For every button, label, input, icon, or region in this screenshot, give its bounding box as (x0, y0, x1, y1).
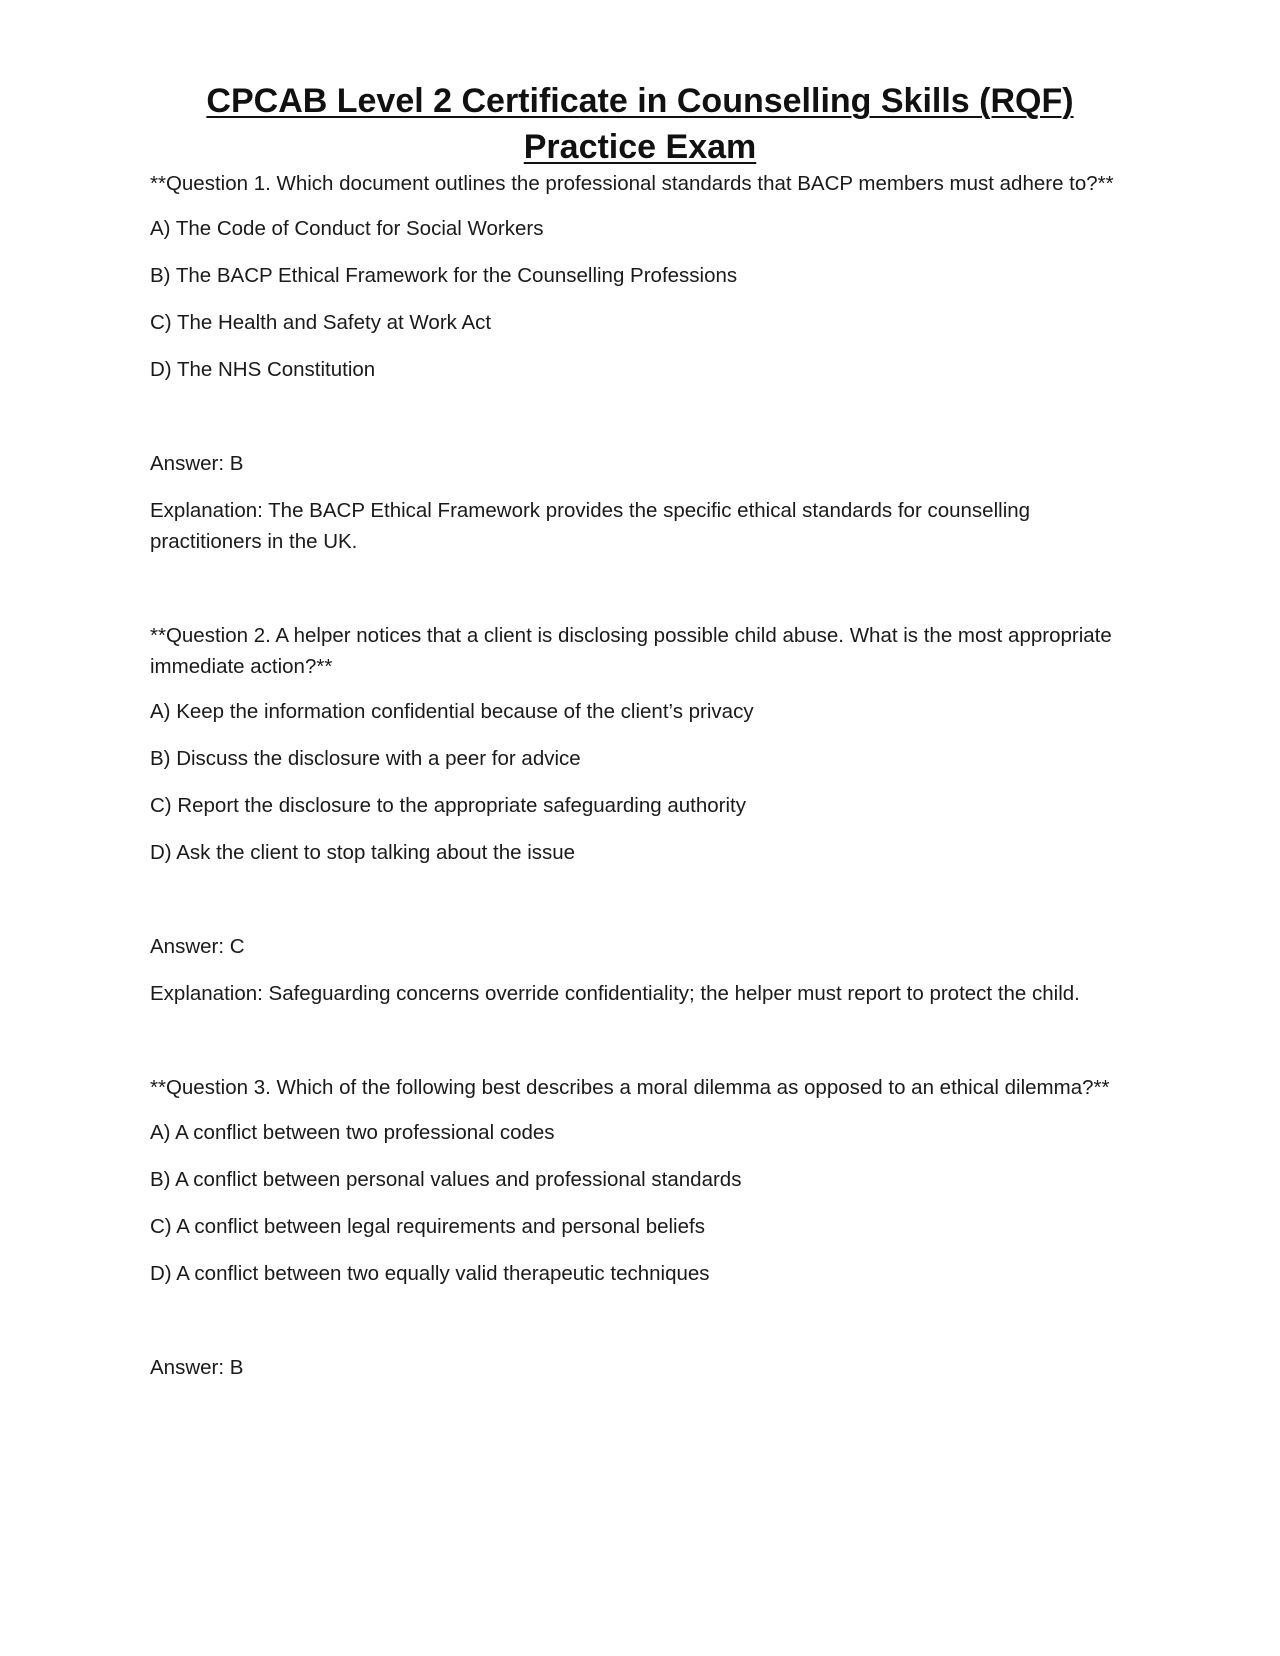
option-a: A) The Code of Conduct for Social Workers (150, 217, 544, 240)
option-a: A) Keep the information confidential because of the client’s privacy (150, 700, 754, 723)
option-a: A) A conflict between two professional codes (150, 1121, 555, 1144)
option-d: D) Ask the client to stop talking about the issue (150, 841, 576, 864)
explanation-text: Explanation: Safeguarding concerns override confidentiality; the helper must report to protect the child. (150, 982, 1080, 1005)
answer-text: Answer: C (150, 935, 245, 958)
option-c: C) The Health and Safety at Work Act (150, 311, 492, 334)
question-block-2 (150, 620, 1140, 1009)
option-c: C) A conflict between legal requirements and personal beliefs (150, 1215, 705, 1238)
explanation-text: Explanation: The BACP Ethical Framework provides the specific ethical standards for counselling practitioners in the UK. (150, 499, 1031, 553)
question-text: **Question 1. Which document outlines the professional standards that BACP members must adhere to?** (150, 172, 1114, 195)
option-d: D) A conflict between two equally valid therapeutic techniques (150, 1262, 710, 1285)
answer-text: Answer: B (150, 452, 244, 475)
option-d: D) The NHS Constitution (150, 358, 376, 381)
page-title: CPCAB Level 2 Certificate in Counselling Skills (RQF) Practice Exam (206, 82, 1074, 166)
document-content (150, 168, 1140, 1399)
question-text: **Question 2. A helper notices that a client is disclosing possible child abuse. What is the most appropriate immediate action?** (150, 624, 1112, 678)
option-b: B) Discuss the disclosure with a peer for advice (150, 747, 581, 770)
question-block-3 (150, 1072, 1140, 1383)
answer-text: Answer: B (150, 1356, 244, 1379)
option-b: B) A conflict between personal values and professional standards (150, 1168, 742, 1191)
option-c: C) Report the disclosure to the appropriate safeguarding authority (150, 794, 746, 817)
question-text: **Question 3. Which of the following best describes a moral dilemma as opposed to an ethical dilemma?** (150, 1076, 1110, 1099)
question-block-1 (150, 168, 1140, 557)
option-b: B) The BACP Ethical Framework for the Counselling Professions (150, 264, 738, 287)
